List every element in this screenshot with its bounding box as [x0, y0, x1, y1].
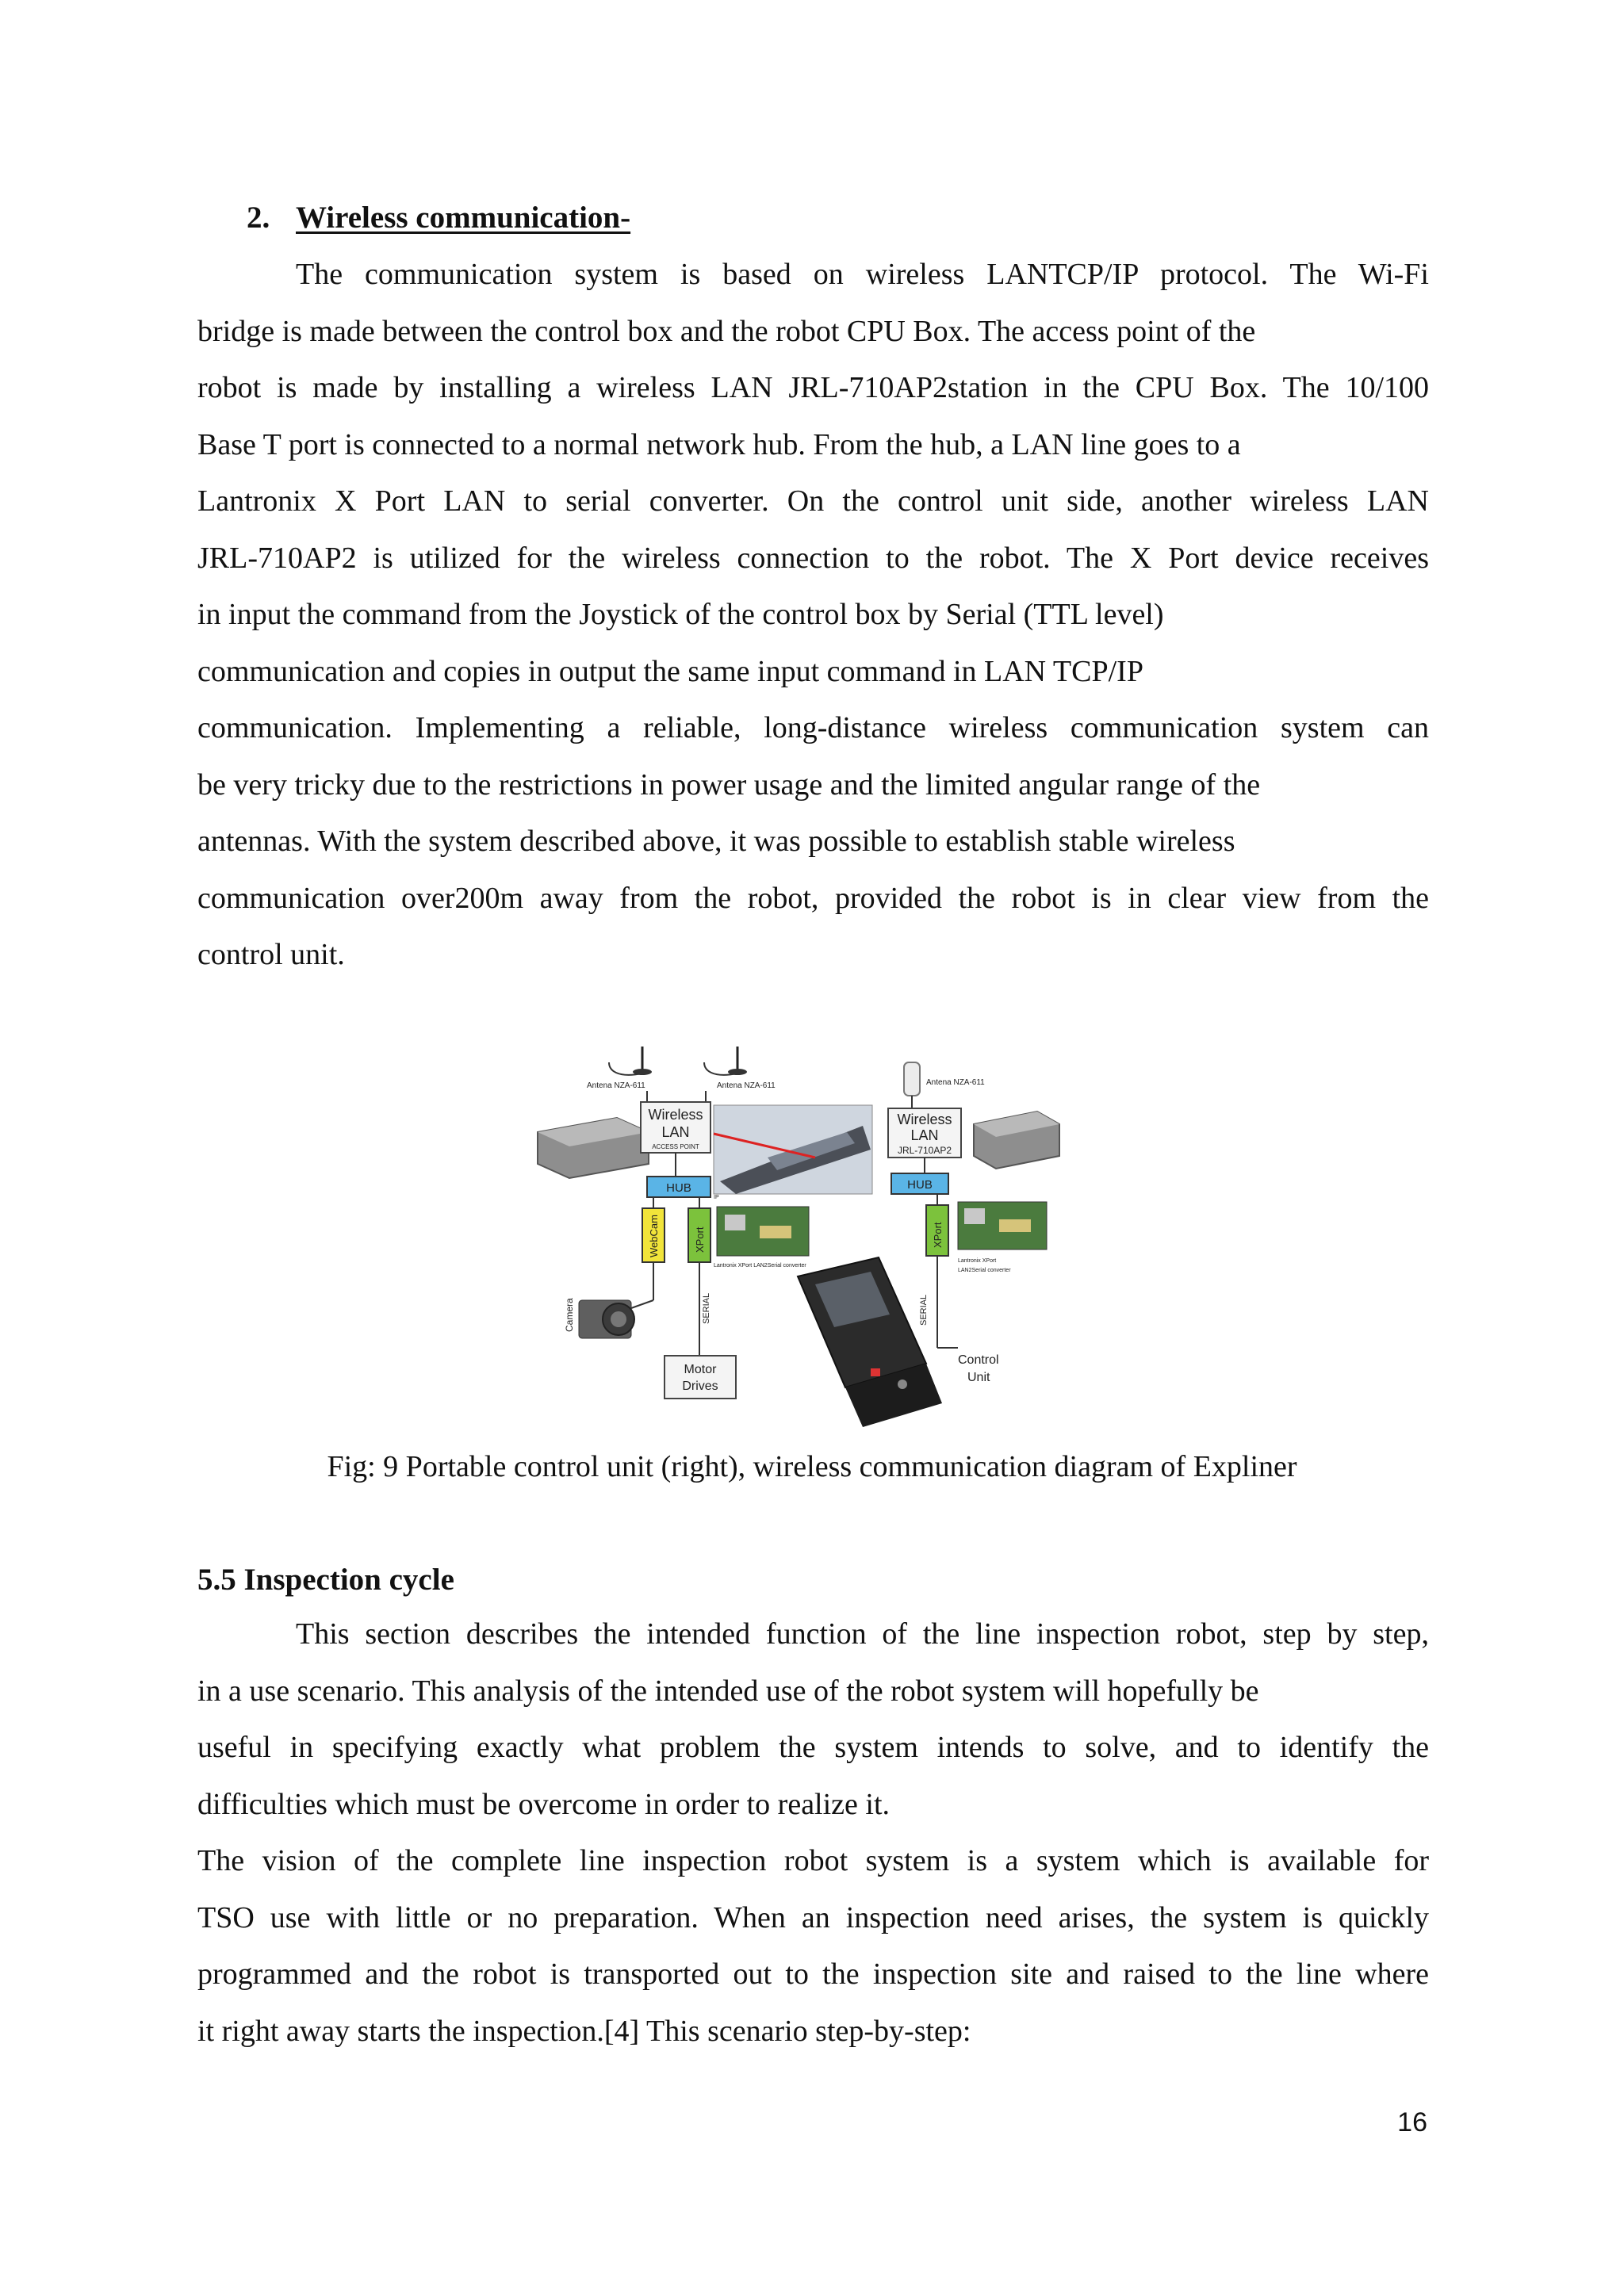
serial-left-label: SERIAL: [702, 1292, 711, 1324]
text-line: This section describes the intended function of the line inspection robot, step by step,: [296, 1617, 1429, 1651]
lantronix-board-right-image: [958, 1202, 1047, 1249]
antenna-left-2-label: Antena NZA-611: [717, 1081, 776, 1090]
text-line: communication over200m away from the robot, provided the robot is in clear view from the: [197, 881, 1429, 915]
text-line: TSO use with little or no preparation. When an inspection need arises, the system is quickly: [197, 1900, 1429, 1934]
figure-caption: Fig: 9 Portable control unit (right), wireless communication diagram of Expliner: [327, 1450, 1297, 1483]
xport-left-label: XPort: [694, 1226, 706, 1253]
subsection-heading: 5.5 Inspection cycle: [197, 1563, 454, 1597]
webcam-label: WebCam: [648, 1215, 660, 1257]
communication-diagram-figure: [530, 1039, 1063, 1427]
text-line: communication. Implementing a reliable, long-distance wireless communication system can: [197, 711, 1429, 744]
section-heading: [247, 189, 630, 246]
wireless-lan-right-label-2: LAN: [910, 1127, 939, 1143]
camera-label: Camera: [564, 1298, 575, 1332]
jrl-right-label: JRL-710AP2: [897, 1145, 952, 1156]
section-title: Wireless communication-: [296, 201, 631, 235]
hub-left-label: HUB: [666, 1181, 691, 1195]
text-line: JRL-710AP2 is utilized for the wireless connection to the robot. The X Port device receives: [197, 541, 1429, 575]
text-line: communication and copies in output the same input command in LAN TCP/IP: [197, 654, 1143, 688]
unit-label: Unit: [967, 1371, 990, 1384]
antenna-right-icon: [904, 1062, 920, 1096]
robot-cpu-photo: [714, 1105, 872, 1194]
text-line: The communication system is based on wireless LANTCP/IP protocol. The Wi-Fi: [296, 258, 1429, 291]
wireless-lan-right-label: Wireless: [897, 1112, 952, 1127]
text-line: in a use scenario. This analysis of the intended use of the robot system will hopefully be: [197, 1674, 1259, 1708]
text-line: Base T port is connected to a normal network hub. From the hub, a LAN line goes to a: [197, 427, 1241, 461]
wireless-lan-left-label: Wireless: [648, 1107, 703, 1123]
text-line: it right away starts the inspection.[4] This scenario step-by-step:: [197, 2014, 971, 2048]
text-line: difficulties which must be overcome in order to realize it.: [197, 1787, 891, 1821]
text-line: antennas. With the system described above, it was possible to establish stable wireless: [197, 825, 1235, 858]
section-number: 2.: [247, 201, 270, 235]
lantronix-left-label: Lantronix XPort LAN2Serial converter: [714, 1263, 806, 1269]
text-line: robot is made by installing a wireless LAN JRL-710AP2station in the CPU Box. The 10/100: [197, 371, 1429, 404]
text-line: programmed and the robot is transported out to the inspection site and raised to the line where: [197, 1957, 1429, 1991]
lantronix-right-label: Lantronix XPort: [958, 1258, 997, 1264]
xport-right-label: XPort: [932, 1222, 944, 1248]
paragraph-wireless: [197, 247, 1429, 984]
lan2serial-right-label: LAN2Serial converter: [958, 1268, 1011, 1273]
antenna-left-1-label: Antena NZA-611: [587, 1081, 645, 1090]
motor-label: Motor: [684, 1363, 717, 1376]
drives-label: Drives: [682, 1380, 718, 1393]
text-line: bridge is made between the control box and the robot CPU Box. The access point of the: [197, 314, 1256, 348]
ip-label: IP: [714, 1195, 719, 1200]
camera-image: [579, 1300, 634, 1338]
text-line: Lantronix X Port LAN to serial converter. On the control unit side, another wireless LAN: [197, 484, 1429, 518]
paragraph-inspection-intro: [197, 1606, 1429, 2060]
access-point-label: ACCESS POINT: [652, 1143, 699, 1150]
text-line: useful in specifying exactly what problem the system intends to solve, and to identify the: [197, 1731, 1429, 1764]
wireless-lan-left-label-2: LAN: [661, 1124, 690, 1140]
text-line: control unit.: [197, 938, 345, 971]
page-number: 16: [1397, 2107, 1427, 2137]
communication-diagram: [530, 1039, 1063, 1427]
lantronix-board-left-image: [717, 1207, 809, 1256]
serial-right-label: SERIAL: [919, 1294, 929, 1326]
control-label: Control: [958, 1353, 999, 1367]
text-line: The vision of the complete line inspection robot system is a system which is available for: [197, 1844, 1429, 1877]
antenna-right-label: Antena NZA-611: [926, 1078, 985, 1087]
text-line: in input the command from the Joystick of the control box by Serial (TTL level): [197, 598, 1164, 631]
hub-right-label: HUB: [907, 1178, 933, 1192]
text-line: be very tricky due to the restrictions in power usage and the limited angular range of the: [197, 767, 1261, 802]
